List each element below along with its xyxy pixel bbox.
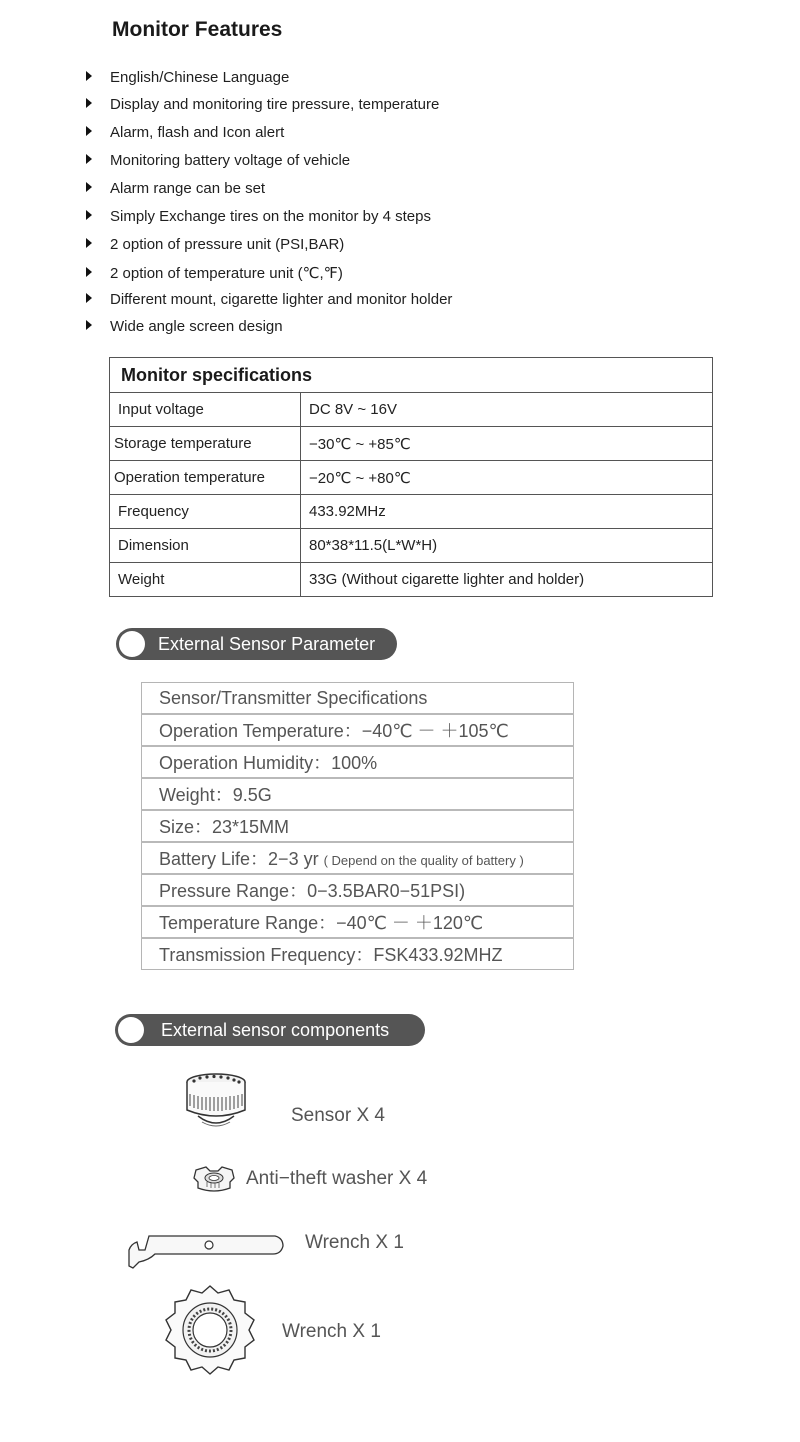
monitor-spec-title: Monitor specifications [110,358,713,393]
component-label: Wrench X 1 [305,1232,404,1253]
table-row [142,906,574,938]
spec-label: Input voltage [110,393,301,427]
feature-item: Alarm, flash and Icon alert [86,124,284,141]
feature-item: Display and monitoring tire pressure, temperature [86,96,439,113]
bullet-arrow-icon [86,98,92,108]
feature-item: English/Chinese Language [86,69,289,86]
component-label: Sensor X 4 [291,1105,385,1126]
feature-item: Simply Exchange tires on the monitor by 4 steps [86,208,431,225]
spec-value: −30℃ ~ +85℃ [301,427,713,461]
sensor-spec-header: Sensor/Transmitter Specifications [142,683,574,715]
table-row [142,810,574,842]
bullet-arrow-icon [86,210,92,220]
spec-label: Frequency [110,495,301,529]
spec-value: DC 8V ~ 16V [301,393,713,427]
wrench-icon [125,1230,285,1270]
spec-label: Dimension [110,529,301,563]
sensor-spec-cell: Pressure Range：0−3.5BAR0−51PSI) [142,874,574,906]
spec-label: Storage temperature [110,427,301,461]
table-row [110,495,713,529]
sensor-spec-cell: Size：23*15MM [142,810,574,842]
table-row [110,563,713,597]
sensor-spec-cell: Operation Temperature：−40℃ － ＋105℃ [142,714,574,746]
spec-label: Operation temperature [110,461,301,495]
sensor-spec-cell: Temperature Range：−40℃ － ＋120℃ [142,906,574,938]
table-row [142,874,574,906]
bullet-arrow-icon [86,154,92,164]
battery-note: ( Depend on the quality of battery ) [323,853,524,868]
features-title: Monitor Features [112,18,283,41]
sensor-spec-cell: Transmission Frequency：FSK433.92MHZ [159,945,503,965]
feature-item: 2 option of pressure unit (PSI,BAR) [86,236,344,253]
cap-wrench-icon [163,1283,257,1377]
feature-item: Wide angle screen design [86,318,283,335]
washer-icon [190,1164,238,1194]
feature-item: 2 option of temperature unit (℃,℉) [86,264,343,282]
table-row [110,461,713,495]
table-row [142,842,574,874]
spec-value: 433.92MHz [301,495,713,529]
bullet-arrow-icon [86,238,92,248]
spec-value: 80*38*11.5(L*W*H) [301,529,713,563]
table-row [110,393,713,427]
monitor-spec-table [109,357,713,597]
circle-bullet-icon [119,631,145,657]
table-row [142,778,574,810]
sensor-icon [180,1070,252,1134]
spec-value: 33G (Without cigarette lighter and holder) [301,563,713,597]
table-row [142,746,574,778]
bullet-arrow-icon [86,126,92,136]
circle-bullet-icon [118,1017,144,1043]
spec-label: Weight [110,563,301,597]
table-row [110,427,713,461]
bullet-arrow-icon [86,267,92,277]
spec-value: −20℃ ~ +80℃ [301,461,713,495]
bullet-arrow-icon [86,182,92,192]
sensor-spec-cell: Weight：9.5G [142,778,574,810]
table-row [142,938,574,970]
sensor-spec-cell: Operation Humidity：100% [142,746,574,778]
table-row [142,683,574,715]
feature-item: Monitoring battery voltage of vehicle [86,152,350,169]
table-header-row [110,358,713,393]
feature-item: Alarm range can be set [86,180,265,197]
feature-item: Different mount, cigarette lighter and monitor holder [86,291,452,308]
component-label: Wrench X 1 [282,1321,381,1342]
bullet-arrow-icon [86,320,92,330]
components-heading: External sensor components [115,1014,425,1046]
sensor-parameter-heading: External Sensor Parameter [116,628,397,660]
table-row [142,714,574,746]
bullet-arrow-icon [86,293,92,303]
bullet-arrow-icon [86,71,92,81]
component-label: Anti−theft washer X 4 [246,1168,428,1189]
sensor-spec-table [141,682,574,970]
table-row [110,529,713,563]
sensor-spec-cell: Battery Life：2−3 yr ( Depend on the quality of battery ) [142,842,574,874]
